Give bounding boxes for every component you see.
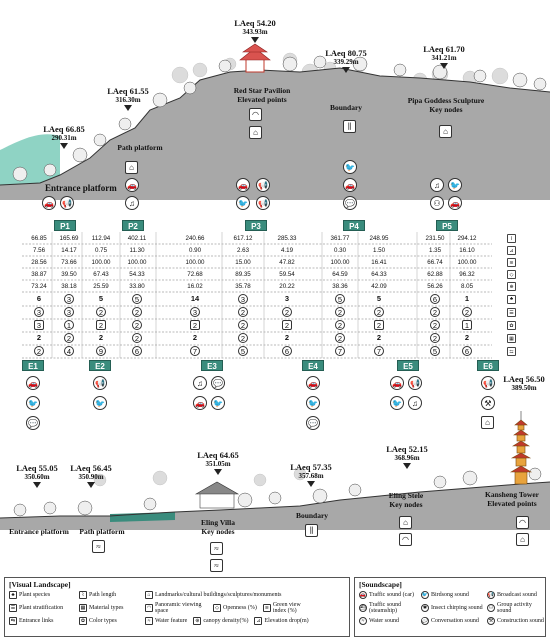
count-value: 2 <box>98 333 104 342</box>
construction-sound-icon: ⚒ <box>488 618 494 624</box>
count-value: 7 <box>335 346 345 356</box>
path-length-icon: ⌇ <box>507 234 516 243</box>
location-label: Entrance platform <box>45 183 117 193</box>
panoramic-view-icon: ◠ <box>146 605 152 611</box>
table-cell: 100.00 <box>330 259 350 266</box>
count-value: 3 <box>64 294 74 304</box>
table-cell: 0.75 <box>94 247 108 254</box>
count-value: 3 <box>34 307 44 317</box>
location-label: Eling Stele Key nodes <box>388 491 424 509</box>
construction-sound-icon: ⚒ <box>481 396 495 410</box>
table-cell: 240.66 <box>185 235 205 242</box>
table-cell: 96.32 <box>459 271 475 278</box>
count-value: 5 <box>430 346 440 356</box>
color-types-icon: ✿ <box>507 321 516 330</box>
landmark-icon: ⌂ <box>439 125 452 138</box>
legend-item: ✱ Insect chirping sound <box>422 605 483 611</box>
table-cell: 0.90 <box>188 247 202 254</box>
legend-soundscape <box>354 577 546 637</box>
green-view-icon: ≋ <box>264 605 269 611</box>
location-label: Path platform <box>79 527 125 536</box>
legend-item: ♣ Plant species <box>9 591 75 599</box>
table-cell: 66.74 <box>427 259 443 266</box>
group-activity-sound-icon: ⚇ <box>430 196 444 210</box>
table-cell: 285.33 <box>277 235 297 242</box>
count-value: 2 <box>238 333 248 343</box>
point-badge: E6 <box>477 360 499 371</box>
table-cell: 16.41 <box>371 259 387 266</box>
elevation-value: 350.60m <box>24 473 50 481</box>
table-cell: 38.18 <box>61 283 77 290</box>
legend-item: ≈ Water feature ⊕ canopy density(%) ⊿ Elevation drop(m) <box>145 617 345 625</box>
laeq-value: LAeq 56.45 <box>70 463 112 473</box>
elevation-value: 339.29m <box>333 58 359 66</box>
table-cell: 62.88 <box>427 271 443 278</box>
legend-item: ✿ Color types <box>80 618 117 624</box>
boundary-icon: ∥ <box>305 524 318 537</box>
music-sound-icon: ♫ <box>125 196 139 210</box>
point-badge: P4 <box>343 220 365 231</box>
count-value: 2 <box>284 333 290 342</box>
count-value: 3 <box>190 307 200 317</box>
material-types-icon: ▦ <box>80 605 86 611</box>
legend-item: 🚗 Traffic sound (car) <box>359 592 414 598</box>
table-cell: 28.56 <box>31 259 47 266</box>
legend-item: ▦ Material types <box>80 605 124 611</box>
table-cell: 56.26 <box>427 283 443 290</box>
table-cell: 38.36 <box>332 283 348 290</box>
birdsong-sound-icon: 🐦 <box>421 592 429 598</box>
traffic-car-sound-icon: 🚗 <box>125 178 139 192</box>
count-value: 2 <box>96 307 106 317</box>
traffic-car-sound-icon: 🚗 <box>359 592 367 598</box>
marker-triangle-icon <box>124 105 132 111</box>
water-feature-icon: ≈ <box>92 540 105 553</box>
traffic-car-sound-icon: 🚗 <box>42 196 56 210</box>
count-value: 2 <box>335 307 345 317</box>
count-value: 9 <box>96 346 106 356</box>
count-value: 3 <box>64 307 74 317</box>
location-label: Red Star Pavilion Elevated points <box>233 86 291 104</box>
birdsong-sound-icon: 🐦 <box>26 396 40 410</box>
table-cell: 67.43 <box>93 271 109 278</box>
count-value: 7 <box>190 346 200 356</box>
legend-title: [Soundscape] <box>359 580 402 589</box>
legend-item: ⇆ Entrance links <box>10 618 54 624</box>
red-star-pavilion-icon <box>240 44 270 72</box>
openness-icon: ◇ <box>507 270 516 279</box>
count-value: 2 <box>192 333 198 342</box>
landmark-icon: ⌂ <box>516 533 529 546</box>
elevation-value: 350.90m <box>78 473 104 481</box>
legend-visual-landscape <box>4 577 350 637</box>
panoramic-view-icon: ◠ <box>399 533 412 546</box>
count-value: 2 <box>374 307 384 317</box>
table-cell: 89.35 <box>235 271 251 278</box>
table-cell: 33.80 <box>129 283 145 290</box>
laeq-value: LAeq 54.20 <box>234 18 276 28</box>
birdsong-sound-icon: 🐦 <box>306 396 320 410</box>
marker-triangle-icon <box>214 469 222 475</box>
broadcast-sound-icon: 📢 <box>481 376 495 390</box>
panoramic-view-icon: ◠ <box>516 516 529 529</box>
elevation-value: 343.93m <box>242 28 268 36</box>
count-value: 2 <box>464 333 470 342</box>
table-cell: 54.33 <box>129 271 145 278</box>
count-value: 5 <box>98 294 104 303</box>
elevation-drop-icon: ⊿ <box>507 246 516 255</box>
landmark-icon: ⌂ <box>399 516 412 529</box>
birdsong-sound-icon: 🐦 <box>211 396 225 410</box>
landmark-icon: ⌂ <box>125 161 138 174</box>
count-value: 2 <box>282 320 292 330</box>
location-label: Kansheng Tower Elevated points <box>485 490 539 508</box>
birdsong-sound-icon: 🐦 <box>343 160 357 174</box>
count-value: 2 <box>238 307 248 317</box>
count-value: 2 <box>376 333 382 342</box>
water-feature-icon: ≈ <box>210 542 223 555</box>
laeq-value: LAeq 66.85 <box>43 124 85 134</box>
marker-triangle-icon <box>342 67 350 73</box>
broadcast-sound-icon: 📢 <box>256 178 270 192</box>
legend-item: 📢 Broadcast sound <box>487 592 537 598</box>
table-cell: 47.82 <box>279 259 295 266</box>
count-value: 2 <box>462 307 472 317</box>
water-feature-icon: ≈ <box>145 617 153 625</box>
broadcast-sound-icon: 📢 <box>93 376 107 390</box>
panoramic-view-icon: ◠ <box>249 108 262 121</box>
conversation-sound-icon: 💬 <box>26 416 40 430</box>
table-cell: 7.56 <box>32 247 46 254</box>
count-value: 4 <box>64 346 74 356</box>
laeq-value: LAeq 61.55 <box>107 86 149 96</box>
traffic-car-sound-icon: 🚗 <box>193 396 207 410</box>
legend-item: ≈ Water sound <box>359 617 419 625</box>
table-cell: 402.11 <box>127 235 147 242</box>
insect-chirping-sound-icon: ✱ <box>422 605 428 611</box>
count-value: 2 <box>190 320 200 330</box>
legend-item: ⌂ Landmarks/cultural buildings/sculptures/monuments <box>145 591 345 599</box>
table-cell: 294.12 <box>457 235 477 242</box>
table-cell: 4.19 <box>280 247 294 254</box>
marker-triangle-icon <box>403 463 411 469</box>
count-value: 2 <box>430 307 440 317</box>
count-value: 7 <box>374 346 384 356</box>
point-badge: E5 <box>397 360 419 371</box>
count-value: 5 <box>335 294 345 304</box>
legend-item: ☰ Plant stratification <box>10 605 64 611</box>
laeq-value: LAeq 56.50 <box>503 374 545 384</box>
canopy-density-icon: ⊕ <box>507 282 516 291</box>
table-cell: 100.00 <box>185 259 205 266</box>
birdsong-sound-icon: 🐦 <box>236 196 250 210</box>
birdsong-sound-icon: 🐦 <box>390 396 404 410</box>
kanshen-tower-icon <box>509 408 533 486</box>
legend-item: 💬 Conversation sound <box>421 618 479 624</box>
water-sound-icon: ≈ <box>359 617 367 625</box>
count-value: 6 <box>462 346 472 356</box>
laeq-value: LAeq 55.05 <box>16 463 58 473</box>
traffic-car-sound-icon: 🚗 <box>306 376 320 390</box>
legend-item: ⚒ Construction sound <box>488 618 544 624</box>
water-feature-icon: ≈ <box>210 559 223 572</box>
birdsong-sound-icon: 🐦 <box>448 178 462 192</box>
eling-villa-icon <box>196 482 238 508</box>
point-badge: E2 <box>89 360 111 371</box>
count-value: 5 <box>132 294 142 304</box>
table-cell: 617.12 <box>233 235 253 242</box>
table-cell: 64.33 <box>371 271 387 278</box>
table-cell: 231.50 <box>425 235 445 242</box>
table-cell: 42.09 <box>371 283 387 290</box>
count-value: 1 <box>64 320 74 330</box>
laeq-value: LAeq 61.70 <box>423 44 465 54</box>
canopy-density-icon: ⊕ <box>195 618 200 624</box>
traffic-steamship-sound-icon: ⛴ <box>359 605 367 611</box>
count-value: 2 <box>374 320 384 330</box>
table-cell: 100.00 <box>127 259 147 266</box>
table-cell: 66.85 <box>31 235 47 242</box>
count-value: 3 <box>284 294 290 303</box>
table-cell: 1.50 <box>372 247 386 254</box>
broadcast-sound-icon: 📢 <box>60 196 74 210</box>
traffic-car-sound-icon: 🚗 <box>448 196 462 210</box>
table-cell: 38.87 <box>31 271 47 278</box>
point-badge: P3 <box>245 220 267 231</box>
music-sound-icon: ♫ <box>193 376 207 390</box>
count-value: 2 <box>132 307 142 317</box>
plant-stratification-icon: ☰ <box>10 605 16 611</box>
music-sound-icon: ♫ <box>430 178 444 192</box>
table-cell: 11.30 <box>129 247 145 254</box>
traffic-car-sound-icon: 🚗 <box>236 178 250 192</box>
count-value: 1 <box>462 320 472 330</box>
traffic-car-sound-icon: 🚗 <box>343 178 357 192</box>
table-cell: 165.69 <box>59 235 79 242</box>
birdsong-sound-icon: 🐦 <box>93 396 107 410</box>
elevation-value: 316.30m <box>115 96 141 104</box>
table-cell: 16.02 <box>187 283 203 290</box>
table-cell: 25.59 <box>93 283 109 290</box>
count-value: 2 <box>335 320 345 330</box>
table-cell: 14.17 <box>61 247 77 254</box>
metrics-table <box>22 232 527 362</box>
count-value: 2 <box>335 333 345 343</box>
legend-item: 🐦 Birdsong sound <box>421 592 469 598</box>
table-cell: 64.59 <box>332 271 348 278</box>
point-badge: E1 <box>22 360 44 371</box>
material-types-icon: ▦ <box>507 334 516 343</box>
landmark-icon: ⌂ <box>145 591 153 599</box>
elevation-value: 389.50m <box>511 384 537 392</box>
legend-title: [Visual Landscape] <box>9 580 71 589</box>
count-value: 5 <box>238 346 248 356</box>
boundary-icon: ∥ <box>343 120 356 133</box>
plant-species-icon: ♣ <box>9 591 17 599</box>
count-value: 1 <box>464 294 470 303</box>
location-label: Pipa Goddess Sculpture Key nodes <box>407 96 485 114</box>
table-cell: 0.30 <box>333 247 347 254</box>
count-value: 3 <box>34 320 44 330</box>
conversation-sound-icon: 💬 <box>343 196 357 210</box>
location-label: Eling Villa Key nodes <box>201 518 235 536</box>
table-cell: 73.66 <box>61 259 77 266</box>
landmark-icon: ⌂ <box>249 126 262 139</box>
count-value: 2 <box>238 320 248 330</box>
path-length-icon: ⌇ <box>79 591 87 599</box>
marker-triangle-icon <box>307 481 315 487</box>
count-value: 3 <box>238 294 248 304</box>
laeq-value: LAeq 80.75 <box>325 48 367 58</box>
point-badge: P2 <box>122 220 144 231</box>
green-view-icon: ≋ <box>507 258 516 267</box>
count-value: 2 <box>64 333 74 343</box>
openness-icon: ◇ <box>213 604 221 612</box>
count-value: 6 <box>282 346 292 356</box>
table-cell: 20.22 <box>279 283 295 290</box>
broadcast-sound-icon: 📢 <box>487 592 495 598</box>
broadcast-sound-icon: 📢 <box>408 376 422 390</box>
elevation-value: 341.21m <box>431 54 457 62</box>
table-cell: 73.24 <box>31 283 47 290</box>
marker-triangle-icon <box>33 482 41 488</box>
table-cell: 112.94 <box>91 235 111 242</box>
table-cell: 16.10 <box>459 247 475 254</box>
count-value: 2 <box>96 320 106 330</box>
marker-triangle-icon <box>60 143 68 149</box>
count-value: 2 <box>132 320 142 330</box>
conversation-sound-icon: 💬 <box>306 416 320 430</box>
conversation-sound-icon: 💬 <box>211 376 225 390</box>
legend-item: ⛴ Traffic sound (steamship) <box>359 602 402 614</box>
group-activity-sound-icon: ⚇ <box>488 605 494 611</box>
legend-item: ⌇ Path length <box>79 591 141 599</box>
marker-triangle-icon <box>251 37 259 43</box>
point-badge: P5 <box>436 220 458 231</box>
count-value: 14 <box>190 294 200 303</box>
elevation-drop-icon: ⊿ <box>256 618 261 624</box>
color-types-icon: ✿ <box>80 618 86 624</box>
location-label: Entrance platform <box>9 527 69 536</box>
point-badge: E4 <box>302 360 324 371</box>
table-cell: 361.77 <box>330 235 350 242</box>
table-cell: 1.35 <box>428 247 442 254</box>
count-value: 2 <box>282 307 292 317</box>
count-value: 5 <box>376 294 382 303</box>
count-value: 6 <box>430 294 440 304</box>
table-cell: 39.50 <box>61 271 77 278</box>
count-value: 2 <box>430 333 440 343</box>
elevation-value: 290.31m <box>51 134 77 142</box>
location-label: Boundary <box>329 103 363 112</box>
count-value: 6 <box>36 294 42 303</box>
marker-triangle-icon <box>87 482 95 488</box>
music-sound-icon: ♫ <box>408 396 422 410</box>
count-value: 2 <box>132 333 142 343</box>
table-cell: 100.00 <box>457 259 477 266</box>
laeq-value: LAeq 64.65 <box>197 450 239 460</box>
elevation-value: 357.68m <box>298 472 324 480</box>
table-cell: 72.68 <box>187 271 203 278</box>
point-badge: P1 <box>54 220 76 231</box>
location-label: Boundary <box>295 511 329 520</box>
entrance-links-icon: ⇆ <box>507 347 516 356</box>
entrance-links-icon: ⇆ <box>10 618 16 624</box>
table-cell: 8.05 <box>460 283 474 290</box>
laeq-value: LAeq 57.35 <box>290 462 332 472</box>
table-cell: 248.95 <box>369 235 389 242</box>
table-cell: 59.54 <box>279 271 295 278</box>
landmark-icon: ⌂ <box>481 416 494 429</box>
broadcast-sound-icon: 📢 <box>256 196 270 210</box>
point-badge: E3 <box>201 360 223 371</box>
count-value: 2 <box>36 333 42 342</box>
table-cell: 15.00 <box>235 259 251 266</box>
count-value: 6 <box>132 346 142 356</box>
table-cell: 35.78 <box>235 283 251 290</box>
marker-triangle-icon <box>440 63 448 69</box>
count-value: 2 <box>34 346 44 356</box>
legend-item: ⚇ Group activity sound <box>488 602 532 614</box>
traffic-car-sound-icon: 🚗 <box>26 376 40 390</box>
legend-item: ◠ Panoramic viewing space ◇ Openness (%) ≋ Green view index (%) <box>146 602 301 614</box>
table-cell: 100.00 <box>91 259 111 266</box>
location-label: Path platform <box>117 143 163 152</box>
elevation-value: 351.05m <box>205 460 231 468</box>
traffic-car-sound-icon: 🚗 <box>390 376 404 390</box>
conversation-sound-icon: 💬 <box>421 618 429 624</box>
table-cell: 2.63 <box>236 247 250 254</box>
plant-stratification-icon: ☰ <box>507 308 516 317</box>
elevation-value: 368.96m <box>394 454 420 462</box>
plant-species-icon: ♣ <box>507 295 516 304</box>
laeq-value: LAeq 52.15 <box>386 444 428 454</box>
count-value: 2 <box>430 320 440 330</box>
